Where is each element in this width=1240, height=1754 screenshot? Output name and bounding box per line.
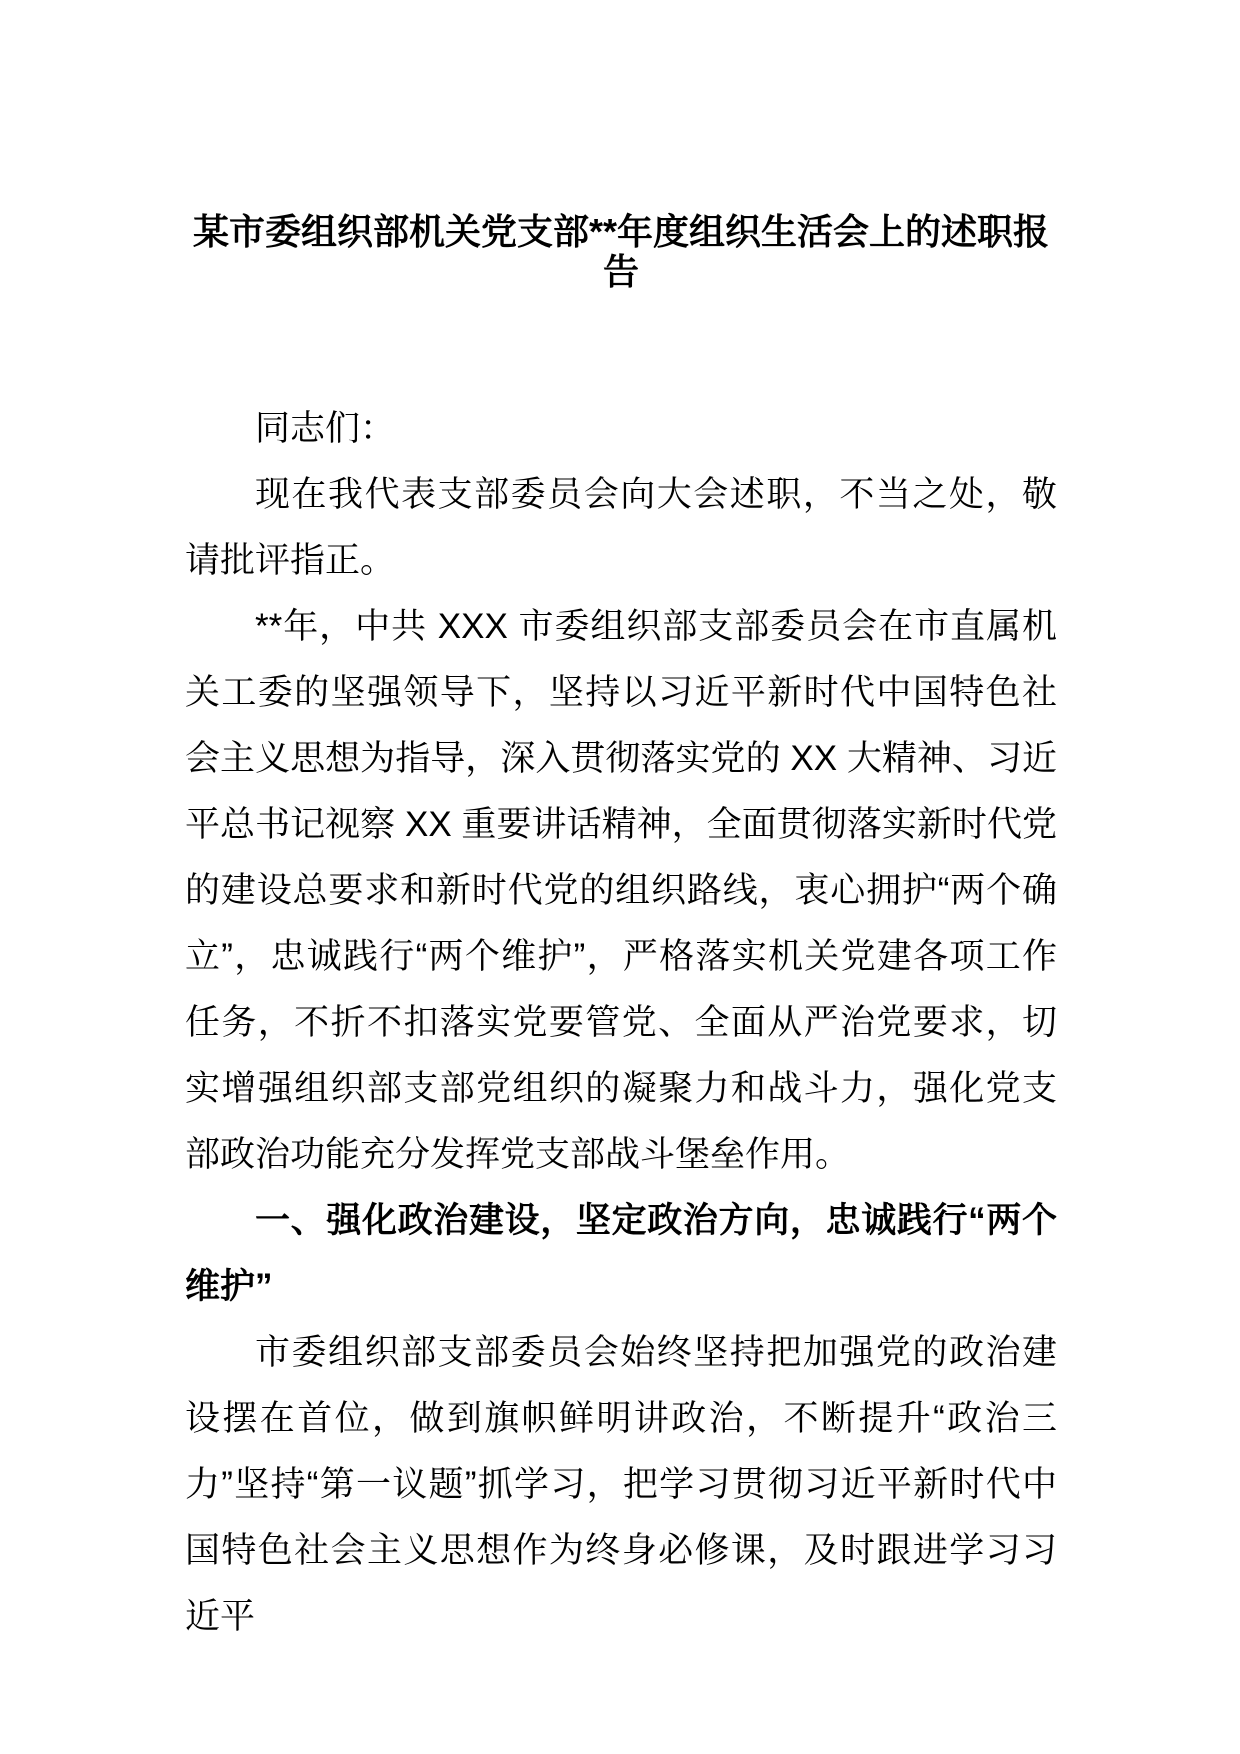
paragraph-intro: 现在我代表支部委员会向大会述职，不当之处，敬请批评指正。	[185, 475, 1057, 580]
document-title: 某市委组织部机关党支部**年度组织生活会上的述职报告	[192, 211, 1050, 292]
paragraph-section-1-body: 市委组织部支部委员会始终坚持把加强党的政治建设摆在首位，做到旗帜鲜明讲政治，不断提升“政治三力”坚持“第一议题”抓学习，把学习贯彻习近平新时代中国特色社会主义思想作为终身必修课，及时跟进学习习近平	[185, 1333, 1057, 1636]
section-heading-1: 一、强化政治建设，坚定政治方向，忠诚践行“两个维护”	[185, 1201, 1057, 1306]
paragraph-salutation: 同志们：	[255, 409, 396, 448]
paragraph-overview: **年，中共 XXX 市委组织部支部委员会在市直属机关工委的坚强领导下，坚持以习近平新时代中国特色社会主义思想为指导，深入贯彻落实党的 XX 大精神、习近平总书记视察 XX 重要讲话精神，全面贯彻落实新时代党的建设总要求和新时代党的组织路线，衷心拥护“两个确立”，忠诚践行“两个维护”，严格落实机关党建各项工作任务，不折不扣落实党要管党、全面从严治党要求，切实增强组织部支部党组织的凝聚力和战斗力，强化党支部政治功能充分发挥党支部战斗堡垒作用。	[185, 607, 1057, 1174]
